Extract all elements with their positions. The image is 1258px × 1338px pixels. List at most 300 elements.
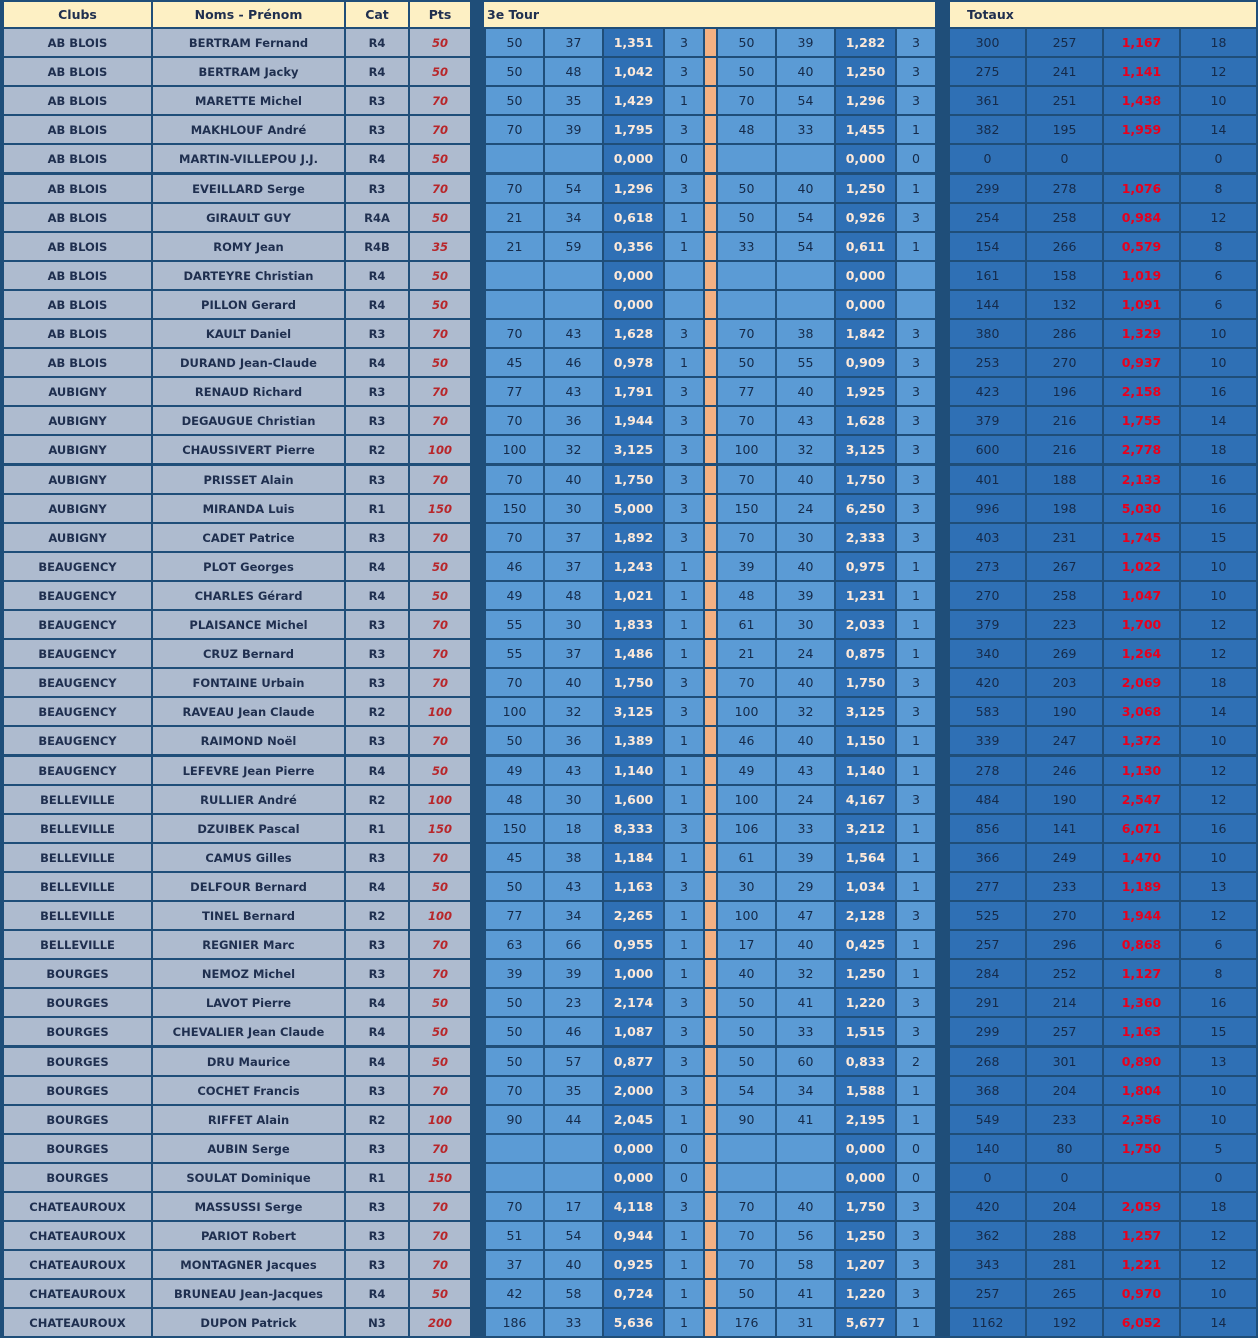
cell-tour-b-match-pts[interactable]: 1: [897, 844, 935, 871]
cell-tour-a-match-pts[interactable]: 1: [665, 844, 703, 871]
cell-total-reprises[interactable]: 251: [1027, 87, 1102, 114]
cell-name[interactable]: RAVEAU Jean Claude: [153, 698, 344, 725]
cell-total-moyenne[interactable]: 0,984: [1104, 204, 1179, 231]
cell-name[interactable]: DELFOUR Bernard: [153, 873, 344, 900]
cell-total-points[interactable]: 1162: [950, 1309, 1025, 1336]
cell-tour-a-match-pts[interactable]: 1: [665, 582, 703, 609]
cell-name[interactable]: CADET Patrice: [153, 524, 344, 551]
cell-club[interactable]: BEAUGENCY: [4, 582, 151, 609]
cell-tour-b-moyenne[interactable]: 3,125: [836, 698, 895, 725]
cell-club[interactable]: BOURGES: [4, 1077, 151, 1104]
cell-tour-b-reprises[interactable]: [777, 262, 834, 289]
cell-tour-b-reprises[interactable]: [777, 145, 834, 172]
cell-tour-a-points[interactable]: 37: [486, 1251, 543, 1278]
cell-tour-a-moyenne[interactable]: 1,833: [604, 611, 663, 638]
cell-total-match-pts[interactable]: 10: [1181, 1106, 1256, 1133]
cell-cat[interactable]: R4: [346, 989, 408, 1016]
cell-tour-b-reprises[interactable]: 30: [777, 524, 834, 551]
cell-tour-b-moyenne[interactable]: 0,875: [836, 640, 895, 667]
cell-tour-b-moyenne[interactable]: 1,034: [836, 873, 895, 900]
cell-tour-a-match-pts[interactable]: 0: [665, 145, 703, 172]
cell-total-moyenne[interactable]: 1,189: [1104, 873, 1179, 900]
cell-tour-a-moyenne[interactable]: 1,892: [604, 524, 663, 551]
cell-total-moyenne[interactable]: 1,127: [1104, 960, 1179, 987]
cell-tour-b-match-pts[interactable]: 0: [897, 145, 935, 172]
cell-total-moyenne[interactable]: 0,970: [1104, 1280, 1179, 1307]
cell-total-points[interactable]: 154: [950, 233, 1025, 260]
cell-tour-a-points[interactable]: 70: [486, 320, 543, 347]
cell-tour-b-moyenne[interactable]: 2,333: [836, 524, 895, 551]
cell-tour-b-reprises[interactable]: 24: [777, 495, 834, 522]
cell-total-points[interactable]: 257: [950, 1280, 1025, 1307]
cell-tour-a-points[interactable]: 48: [486, 786, 543, 813]
cell-tour-a-moyenne[interactable]: 1,163: [604, 873, 663, 900]
cell-club[interactable]: BEAUGENCY: [4, 757, 151, 784]
cell-total-reprises[interactable]: 281: [1027, 1251, 1102, 1278]
cell-tour-b-points[interactable]: 100: [718, 436, 775, 463]
cell-tour-b-points[interactable]: 50: [718, 204, 775, 231]
cell-tour-a-moyenne[interactable]: 2,174: [604, 989, 663, 1016]
cell-tour-a-points[interactable]: 50: [486, 989, 543, 1016]
cell-tour-b-reprises[interactable]: 24: [777, 786, 834, 813]
cell-total-points[interactable]: 270: [950, 582, 1025, 609]
cell-club[interactable]: BEAUGENCY: [4, 727, 151, 754]
cell-tour-b-reprises[interactable]: 41: [777, 1106, 834, 1133]
cell-tour-a-match-pts[interactable]: 0: [665, 1135, 703, 1162]
cell-tour-b-points[interactable]: 54: [718, 1077, 775, 1104]
cell-club[interactable]: AB BLOIS: [4, 204, 151, 231]
cell-tour-b-points[interactable]: 70: [718, 669, 775, 696]
cell-tour-a-points[interactable]: 21: [486, 233, 543, 260]
cell-tour-b-moyenne[interactable]: 1,296: [836, 87, 895, 114]
cell-tour-a-match-pts[interactable]: 1: [665, 233, 703, 260]
cell-name[interactable]: RAIMOND Noël: [153, 727, 344, 754]
cell-tour-b-match-pts[interactable]: [897, 291, 935, 318]
cell-tour-a-reprises[interactable]: 48: [545, 58, 602, 85]
cell-total-reprises[interactable]: 266: [1027, 233, 1102, 260]
cell-tour-b-reprises[interactable]: 40: [777, 553, 834, 580]
cell-tour-b-moyenne[interactable]: 1,250: [836, 58, 895, 85]
cell-tour-a-moyenne[interactable]: 1,184: [604, 844, 663, 871]
cell-total-points[interactable]: 366: [950, 844, 1025, 871]
cell-total-match-pts[interactable]: 16: [1181, 495, 1256, 522]
cell-club[interactable]: AB BLOIS: [4, 349, 151, 376]
cell-total-moyenne[interactable]: 6,071: [1104, 815, 1179, 842]
cell-total-reprises[interactable]: 190: [1027, 786, 1102, 813]
cell-pts[interactable]: 50: [410, 553, 470, 580]
cell-cat[interactable]: R2: [346, 786, 408, 813]
cell-name[interactable]: CHAUSSIVERT Pierre: [153, 436, 344, 463]
cell-tour-b-match-pts[interactable]: 3: [897, 466, 935, 493]
cell-total-points[interactable]: 253: [950, 349, 1025, 376]
cell-tour-a-points[interactable]: 46: [486, 553, 543, 580]
cell-tour-b-match-pts[interactable]: 1: [897, 233, 935, 260]
cell-total-moyenne[interactable]: 1,019: [1104, 262, 1179, 289]
cell-total-match-pts[interactable]: 14: [1181, 116, 1256, 143]
cell-pts[interactable]: 70: [410, 669, 470, 696]
cell-club[interactable]: AB BLOIS: [4, 291, 151, 318]
cell-tour-a-points[interactable]: [486, 145, 543, 172]
cell-tour-b-reprises[interactable]: 40: [777, 58, 834, 85]
cell-tour-a-reprises[interactable]: 33: [545, 1309, 602, 1336]
cell-tour-b-reprises[interactable]: 40: [777, 175, 834, 202]
cell-total-moyenne[interactable]: 1,438: [1104, 87, 1179, 114]
cell-tour-b-moyenne[interactable]: 1,515: [836, 1018, 895, 1045]
cell-tour-a-match-pts[interactable]: 1: [665, 1222, 703, 1249]
cell-tour-a-moyenne[interactable]: 1,795: [604, 116, 663, 143]
cell-tour-b-points[interactable]: [718, 145, 775, 172]
cell-tour-b-moyenne[interactable]: 1,220: [836, 989, 895, 1016]
cell-tour-b-match-pts[interactable]: 3: [897, 1280, 935, 1307]
cell-tour-b-match-pts[interactable]: 1: [897, 640, 935, 667]
cell-total-match-pts[interactable]: 18: [1181, 669, 1256, 696]
cell-total-points[interactable]: 368: [950, 1077, 1025, 1104]
cell-total-points[interactable]: 379: [950, 407, 1025, 434]
cell-tour-a-points[interactable]: 39: [486, 960, 543, 987]
cell-tour-a-reprises[interactable]: [545, 1135, 602, 1162]
cell-tour-a-points[interactable]: 50: [486, 87, 543, 114]
cell-name[interactable]: PLAISANCE Michel: [153, 611, 344, 638]
cell-total-match-pts[interactable]: 16: [1181, 466, 1256, 493]
cell-club[interactable]: AUBIGNY: [4, 436, 151, 463]
cell-tour-b-reprises[interactable]: 54: [777, 87, 834, 114]
cell-name[interactable]: TINEL Bernard: [153, 902, 344, 929]
cell-tour-b-match-pts[interactable]: 3: [897, 786, 935, 813]
cell-tour-b-points[interactable]: 50: [718, 349, 775, 376]
cell-club[interactable]: BELLEVILLE: [4, 902, 151, 929]
cell-tour-b-moyenne[interactable]: 1,250: [836, 175, 895, 202]
cell-total-reprises[interactable]: 301: [1027, 1048, 1102, 1075]
cell-tour-a-match-pts[interactable]: 3: [665, 495, 703, 522]
cell-tour-a-reprises[interactable]: 37: [545, 29, 602, 56]
cell-total-reprises[interactable]: 296: [1027, 931, 1102, 958]
cell-club[interactable]: BOURGES: [4, 1164, 151, 1191]
cell-tour-b-points[interactable]: 33: [718, 233, 775, 260]
cell-cat[interactable]: R4A: [346, 204, 408, 231]
cell-tour-b-reprises[interactable]: 34: [777, 1077, 834, 1104]
cell-total-moyenne[interactable]: 1,750: [1104, 1135, 1179, 1162]
cell-tour-a-match-pts[interactable]: 1: [665, 87, 703, 114]
cell-pts[interactable]: 200: [410, 1309, 470, 1336]
cell-tour-b-reprises[interactable]: 47: [777, 902, 834, 929]
cell-total-points[interactable]: 140: [950, 1135, 1025, 1162]
cell-total-points[interactable]: 379: [950, 611, 1025, 638]
cell-tour-b-points[interactable]: 70: [718, 407, 775, 434]
cell-tour-b-match-pts[interactable]: 3: [897, 407, 935, 434]
header-cat[interactable]: Cat: [346, 2, 408, 27]
cell-club[interactable]: BELLEVILLE: [4, 815, 151, 842]
cell-pts[interactable]: 50: [410, 1280, 470, 1307]
cell-tour-a-moyenne[interactable]: 1,791: [604, 378, 663, 405]
cell-tour-a-moyenne[interactable]: 2,265: [604, 902, 663, 929]
cell-tour-a-points[interactable]: 50: [486, 727, 543, 754]
cell-name[interactable]: CHARLES Gérard: [153, 582, 344, 609]
cell-cat[interactable]: R3: [346, 116, 408, 143]
cell-club[interactable]: BELLEVILLE: [4, 844, 151, 871]
cell-tour-a-moyenne[interactable]: 2,045: [604, 1106, 663, 1133]
cell-cat[interactable]: R4: [346, 757, 408, 784]
cell-tour-a-moyenne[interactable]: 0,000: [604, 1135, 663, 1162]
cell-tour-a-reprises[interactable]: [545, 1164, 602, 1191]
cell-name[interactable]: ROMY Jean: [153, 233, 344, 260]
cell-tour-a-match-pts[interactable]: 3: [665, 407, 703, 434]
cell-total-reprises[interactable]: 231: [1027, 524, 1102, 551]
cell-tour-a-match-pts[interactable]: 3: [665, 1077, 703, 1104]
cell-tour-b-reprises[interactable]: 43: [777, 407, 834, 434]
cell-tour-a-reprises[interactable]: 46: [545, 1018, 602, 1045]
cell-tour-a-match-pts[interactable]: 1: [665, 553, 703, 580]
cell-total-moyenne[interactable]: [1104, 1164, 1179, 1191]
cell-total-match-pts[interactable]: 12: [1181, 640, 1256, 667]
cell-tour-b-points[interactable]: 100: [718, 786, 775, 813]
cell-total-points[interactable]: 343: [950, 1251, 1025, 1278]
cell-total-moyenne[interactable]: 1,329: [1104, 320, 1179, 347]
cell-total-moyenne[interactable]: 2,133: [1104, 466, 1179, 493]
cell-name[interactable]: RIFFET Alain: [153, 1106, 344, 1133]
cell-total-moyenne[interactable]: 5,030: [1104, 495, 1179, 522]
cell-tour-a-reprises[interactable]: 30: [545, 495, 602, 522]
cell-total-match-pts[interactable]: 8: [1181, 233, 1256, 260]
cell-total-points[interactable]: 423: [950, 378, 1025, 405]
cell-total-reprises[interactable]: 288: [1027, 1222, 1102, 1249]
cell-total-reprises[interactable]: 158: [1027, 262, 1102, 289]
cell-tour-b-match-pts[interactable]: 1: [897, 960, 935, 987]
cell-tour-b-moyenne[interactable]: 1,250: [836, 1222, 895, 1249]
cell-pts[interactable]: 50: [410, 1048, 470, 1075]
cell-tour-b-moyenne[interactable]: 2,195: [836, 1106, 895, 1133]
cell-tour-b-reprises[interactable]: 40: [777, 378, 834, 405]
cell-name[interactable]: MASSUSSI Serge: [153, 1193, 344, 1220]
cell-tour-b-reprises[interactable]: 54: [777, 204, 834, 231]
cell-tour-a-points[interactable]: 70: [486, 669, 543, 696]
cell-tour-a-match-pts[interactable]: 1: [665, 349, 703, 376]
cell-pts[interactable]: 70: [410, 524, 470, 551]
cell-tour-a-points[interactable]: 50: [486, 58, 543, 85]
cell-total-moyenne[interactable]: 1,360: [1104, 989, 1179, 1016]
cell-total-points[interactable]: 300: [950, 29, 1025, 56]
cell-pts[interactable]: 70: [410, 466, 470, 493]
cell-name[interactable]: DARTEYRE Christian: [153, 262, 344, 289]
cell-total-moyenne[interactable]: 0,890: [1104, 1048, 1179, 1075]
cell-tour-b-points[interactable]: 17: [718, 931, 775, 958]
cell-tour-a-reprises[interactable]: 46: [545, 349, 602, 376]
cell-total-moyenne[interactable]: 1,959: [1104, 116, 1179, 143]
cell-cat[interactable]: R4: [346, 1018, 408, 1045]
cell-tour-b-points[interactable]: 150: [718, 495, 775, 522]
cell-tour-b-moyenne[interactable]: 1,220: [836, 1280, 895, 1307]
cell-tour-b-match-pts[interactable]: 1: [897, 611, 935, 638]
cell-total-reprises[interactable]: 258: [1027, 582, 1102, 609]
cell-tour-a-moyenne[interactable]: 1,750: [604, 466, 663, 493]
cell-club[interactable]: BEAUGENCY: [4, 553, 151, 580]
cell-pts[interactable]: 70: [410, 931, 470, 958]
cell-total-reprises[interactable]: 233: [1027, 1106, 1102, 1133]
cell-tour-b-points[interactable]: [718, 291, 775, 318]
cell-name[interactable]: MARETTE Michel: [153, 87, 344, 114]
cell-tour-b-moyenne[interactable]: 1,150: [836, 727, 895, 754]
cell-tour-a-match-pts[interactable]: 1: [665, 611, 703, 638]
cell-pts[interactable]: 100: [410, 436, 470, 463]
cell-name[interactable]: SOULAT Dominique: [153, 1164, 344, 1191]
cell-tour-a-match-pts[interactable]: 3: [665, 378, 703, 405]
cell-tour-a-points[interactable]: 70: [486, 407, 543, 434]
cell-tour-b-points[interactable]: [718, 1135, 775, 1162]
cell-total-match-pts[interactable]: 18: [1181, 436, 1256, 463]
header-noms-prenom[interactable]: Noms - Prénom: [153, 2, 344, 27]
cell-tour-b-points[interactable]: 50: [718, 989, 775, 1016]
cell-total-moyenne[interactable]: 1,130: [1104, 757, 1179, 784]
cell-total-moyenne[interactable]: 1,022: [1104, 553, 1179, 580]
cell-tour-b-points[interactable]: 21: [718, 640, 775, 667]
cell-total-match-pts[interactable]: 12: [1181, 204, 1256, 231]
cell-total-reprises[interactable]: 286: [1027, 320, 1102, 347]
cell-tour-a-points[interactable]: 50: [486, 873, 543, 900]
cell-tour-a-match-pts[interactable]: 3: [665, 1048, 703, 1075]
cell-total-match-pts[interactable]: 6: [1181, 262, 1256, 289]
cell-club[interactable]: AB BLOIS: [4, 262, 151, 289]
cell-total-match-pts[interactable]: 10: [1181, 582, 1256, 609]
cell-total-points[interactable]: 299: [950, 1018, 1025, 1045]
cell-tour-b-match-pts[interactable]: 3: [897, 349, 935, 376]
cell-pts[interactable]: 70: [410, 320, 470, 347]
cell-total-points[interactable]: 600: [950, 436, 1025, 463]
cell-tour-a-reprises[interactable]: 39: [545, 960, 602, 987]
cell-tour-a-reprises[interactable]: 30: [545, 786, 602, 813]
cell-total-reprises[interactable]: 204: [1027, 1193, 1102, 1220]
cell-tour-b-match-pts[interactable]: 1: [897, 1106, 935, 1133]
cell-tour-b-reprises[interactable]: 24: [777, 640, 834, 667]
cell-total-match-pts[interactable]: 12: [1181, 757, 1256, 784]
cell-total-reprises[interactable]: 270: [1027, 349, 1102, 376]
cell-pts[interactable]: 70: [410, 175, 470, 202]
cell-cat[interactable]: R4: [346, 349, 408, 376]
cell-total-points[interactable]: 278: [950, 757, 1025, 784]
cell-pts[interactable]: 70: [410, 960, 470, 987]
cell-tour-a-match-pts[interactable]: 0: [665, 1164, 703, 1191]
cell-tour-b-points[interactable]: 30: [718, 873, 775, 900]
cell-pts[interactable]: 50: [410, 145, 470, 172]
cell-tour-a-reprises[interactable]: 59: [545, 233, 602, 260]
cell-name[interactable]: KAULT Daniel: [153, 320, 344, 347]
cell-tour-b-reprises[interactable]: 41: [777, 1280, 834, 1307]
cell-tour-a-reprises[interactable]: 43: [545, 757, 602, 784]
cell-cat[interactable]: R3: [346, 524, 408, 551]
cell-tour-b-match-pts[interactable]: 1: [897, 1077, 935, 1104]
cell-tour-a-reprises[interactable]: 44: [545, 1106, 602, 1133]
cell-tour-b-reprises[interactable]: 38: [777, 320, 834, 347]
cell-club[interactable]: AUBIGNY: [4, 466, 151, 493]
cell-total-moyenne[interactable]: 1,470: [1104, 844, 1179, 871]
cell-club[interactable]: BEAUGENCY: [4, 669, 151, 696]
cell-total-match-pts[interactable]: 18: [1181, 1193, 1256, 1220]
cell-club[interactable]: AB BLOIS: [4, 58, 151, 85]
cell-cat[interactable]: R4: [346, 873, 408, 900]
cell-name[interactable]: DRU Maurice: [153, 1048, 344, 1075]
cell-total-match-pts[interactable]: 12: [1181, 1251, 1256, 1278]
cell-tour-b-match-pts[interactable]: 1: [897, 757, 935, 784]
cell-tour-a-points[interactable]: 70: [486, 1077, 543, 1104]
cell-total-moyenne[interactable]: 1,264: [1104, 640, 1179, 667]
cell-name[interactable]: LEFEVRE Jean Pierre: [153, 757, 344, 784]
cell-tour-b-points[interactable]: 50: [718, 1018, 775, 1045]
cell-total-match-pts[interactable]: 6: [1181, 931, 1256, 958]
cell-tour-b-reprises[interactable]: 32: [777, 436, 834, 463]
cell-tour-b-reprises[interactable]: 56: [777, 1222, 834, 1249]
cell-cat[interactable]: R2: [346, 698, 408, 725]
cell-total-moyenne[interactable]: 1,047: [1104, 582, 1179, 609]
cell-tour-a-match-pts[interactable]: 3: [665, 989, 703, 1016]
cell-tour-a-moyenne[interactable]: 4,118: [604, 1193, 663, 1220]
cell-pts[interactable]: 150: [410, 495, 470, 522]
cell-tour-a-points[interactable]: [486, 1164, 543, 1191]
cell-tour-a-moyenne[interactable]: 3,125: [604, 698, 663, 725]
cell-tour-b-moyenne[interactable]: 1,750: [836, 1193, 895, 1220]
cell-club[interactable]: BEAUGENCY: [4, 640, 151, 667]
cell-name[interactable]: RULLIER André: [153, 786, 344, 813]
cell-tour-b-match-pts[interactable]: 3: [897, 1018, 935, 1045]
cell-total-reprises[interactable]: 196: [1027, 378, 1102, 405]
cell-total-reprises[interactable]: 258: [1027, 204, 1102, 231]
cell-tour-b-points[interactable]: 50: [718, 1280, 775, 1307]
cell-tour-a-points[interactable]: 150: [486, 815, 543, 842]
cell-tour-a-reprises[interactable]: 37: [545, 524, 602, 551]
cell-cat[interactable]: R4: [346, 145, 408, 172]
cell-pts[interactable]: 50: [410, 349, 470, 376]
cell-tour-b-reprises[interactable]: 40: [777, 727, 834, 754]
cell-tour-a-match-pts[interactable]: [665, 291, 703, 318]
cell-name[interactable]: MONTAGNER Jacques: [153, 1251, 344, 1278]
cell-club[interactable]: BELLEVILLE: [4, 873, 151, 900]
cell-name[interactable]: RENAUD Richard: [153, 378, 344, 405]
cell-total-match-pts[interactable]: 10: [1181, 349, 1256, 376]
cell-tour-b-moyenne[interactable]: 1,750: [836, 669, 895, 696]
cell-tour-a-match-pts[interactable]: 1: [665, 1106, 703, 1133]
cell-tour-b-moyenne[interactable]: 1,564: [836, 844, 895, 871]
cell-tour-a-moyenne[interactable]: 0,978: [604, 349, 663, 376]
cell-tour-a-moyenne[interactable]: 1,750: [604, 669, 663, 696]
header-pts[interactable]: Pts: [410, 2, 470, 27]
cell-cat[interactable]: R3: [346, 1135, 408, 1162]
cell-tour-b-moyenne[interactable]: 2,128: [836, 902, 895, 929]
cell-total-reprises[interactable]: 267: [1027, 553, 1102, 580]
cell-tour-b-match-pts[interactable]: 1: [897, 931, 935, 958]
cell-tour-a-moyenne[interactable]: 1,296: [604, 175, 663, 202]
cell-total-points[interactable]: 257: [950, 931, 1025, 958]
cell-tour-b-moyenne[interactable]: 1,628: [836, 407, 895, 434]
cell-pts[interactable]: 100: [410, 698, 470, 725]
cell-tour-a-reprises[interactable]: 32: [545, 698, 602, 725]
cell-name[interactable]: COCHET Francis: [153, 1077, 344, 1104]
cell-pts[interactable]: 70: [410, 1193, 470, 1220]
cell-tour-a-moyenne[interactable]: 1,087: [604, 1018, 663, 1045]
cell-total-points[interactable]: 0: [950, 1164, 1025, 1191]
cell-tour-a-reprises[interactable]: 18: [545, 815, 602, 842]
cell-club[interactable]: BOURGES: [4, 960, 151, 987]
cell-tour-a-moyenne[interactable]: 3,125: [604, 436, 663, 463]
cell-total-reprises[interactable]: 195: [1027, 116, 1102, 143]
cell-club[interactable]: BOURGES: [4, 1018, 151, 1045]
cell-total-points[interactable]: 420: [950, 669, 1025, 696]
cell-cat[interactable]: R3: [346, 1193, 408, 1220]
cell-tour-b-points[interactable]: 61: [718, 844, 775, 871]
cell-pts[interactable]: 100: [410, 786, 470, 813]
cell-total-reprises[interactable]: 216: [1027, 407, 1102, 434]
cell-tour-a-match-pts[interactable]: 1: [665, 902, 703, 929]
cell-name[interactable]: LAVOT Pierre: [153, 989, 344, 1016]
cell-tour-a-reprises[interactable]: 58: [545, 1280, 602, 1307]
cell-total-points[interactable]: 996: [950, 495, 1025, 522]
cell-tour-a-points[interactable]: 100: [486, 698, 543, 725]
